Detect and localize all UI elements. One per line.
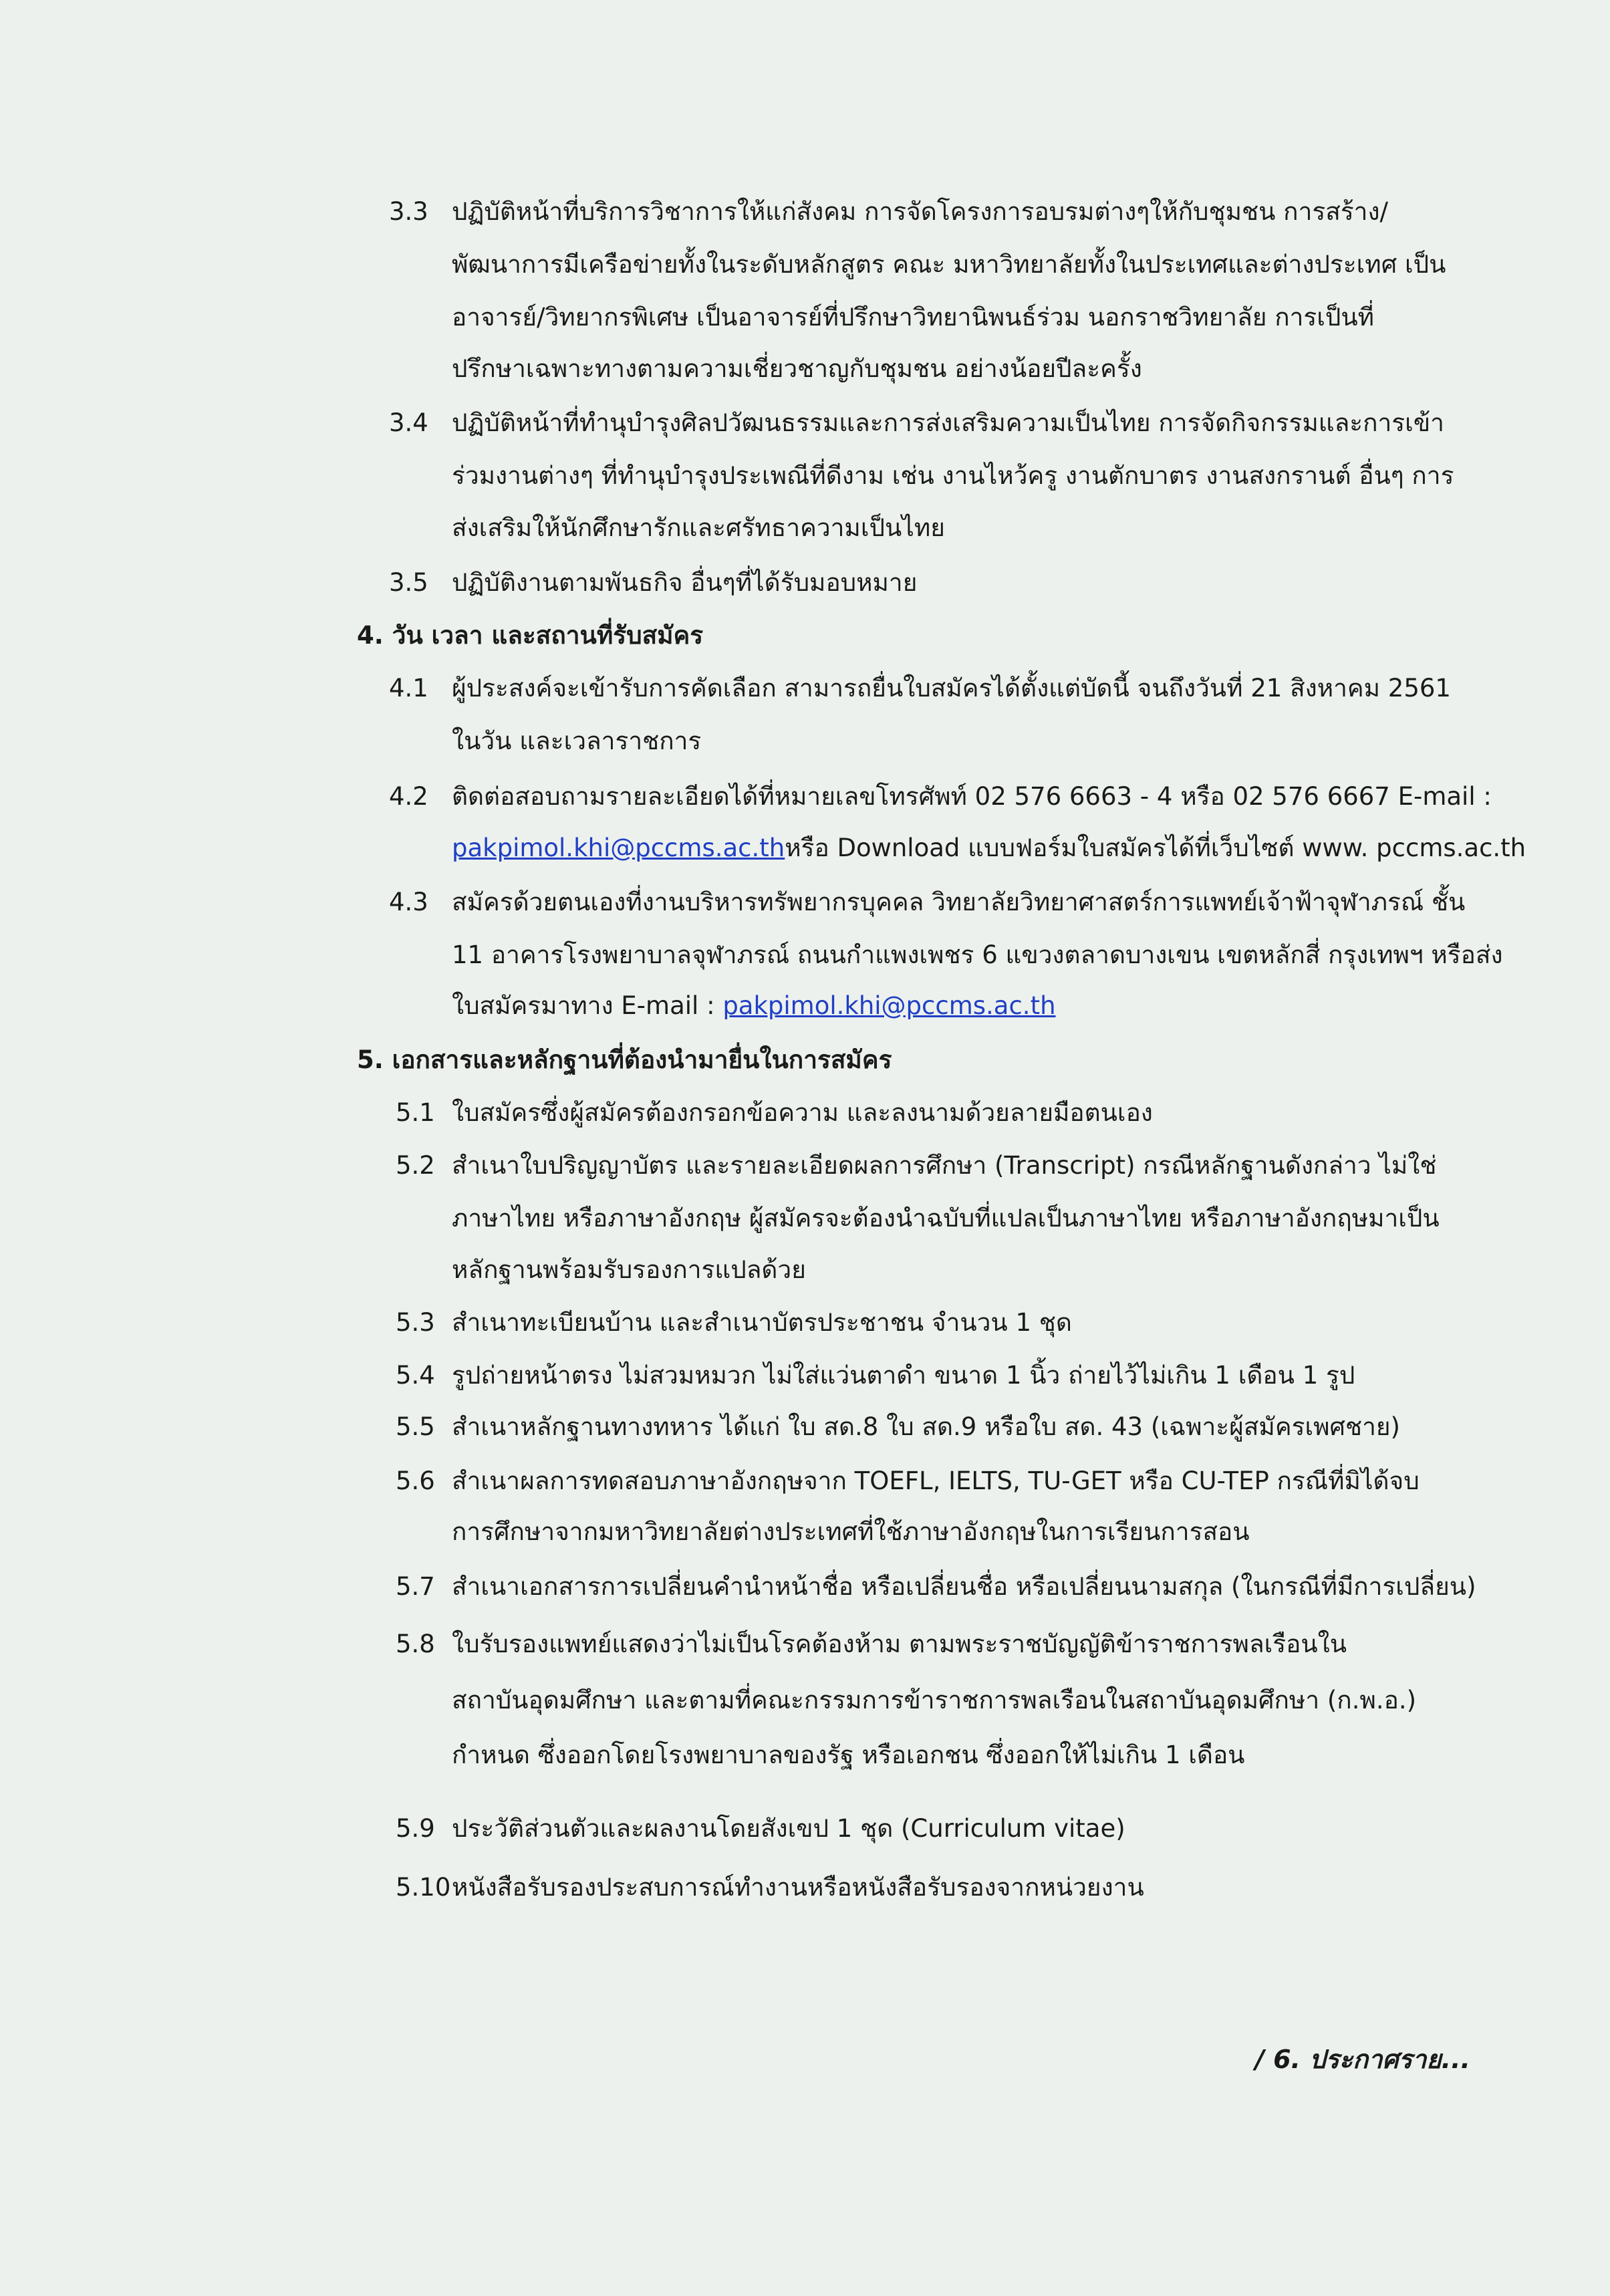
body-line: ใบสมัครซึ่งผู้สมัครต้องกรอกข้อความ และลงนามด้วยลายมือตนเอง bbox=[452, 1098, 1153, 1127]
section-heading: 4. วัน เวลา และสถานที่รับสมัคร bbox=[357, 621, 704, 650]
body-line: ติดต่อสอบถามรายละเอียดได้ที่หมายเลขโทรศัพท์ 02 576 6663 - 4 หรือ 02 576 6667 E-mail : bbox=[452, 782, 1492, 811]
body-text: ใบสมัครมาทาง E-mail : bbox=[452, 991, 723, 1020]
body-line: ปฏิบัติงานตามพันธกิจ อื่นๆที่ได้รับมอบหมาย bbox=[452, 568, 918, 597]
body-line: ส่งเสริมให้นักศึกษารักและศรัทธาความเป็นไทย bbox=[452, 513, 945, 542]
body-line: อาจารย์/วิทยากรพิเศษ เป็นอาจารย์ที่ปรึกษาวิทยานิพนธ์ร่วม นอกราชวิทยาลัย การเป็นที่ bbox=[452, 303, 1375, 332]
body-line: สำเนาใบปริญญาบัตร และรายละเอียดผลการศึกษา (Transcript) กรณีหลักฐานดังกล่าว ไม่ใช่ bbox=[452, 1151, 1437, 1180]
body-line: กำหนด ซึ่งออกโดยโรงพยาบาลของรัฐ หรือเอกชน ซึ่งออกให้ไม่เกิน 1 เดือน bbox=[452, 1741, 1245, 1769]
body-line: ร่วมงานต่างๆ ที่ทำนุบำรุงประเพณีที่ดีงาม เช่น งานไหว้ครู งานตักบาตร งานสงกรานต์ อื่นๆ การ bbox=[452, 461, 1454, 490]
body-line: ปรึกษาเฉพาะทางตามความเชี่ยวชาญกับชุมชน อย่างน้อยปีละครั้ง bbox=[452, 354, 1142, 383]
item-number: 3.3 bbox=[389, 197, 428, 226]
item-number: 5.6 bbox=[396, 1466, 435, 1495]
body-line: สถาบันอุดมศึกษา และตามที่คณะกรรมการข้าราชการพลเรือนในสถาบันอุดมศึกษา (ก.พ.อ.) bbox=[452, 1686, 1417, 1714]
section-heading: 5. เอกสารและหลักฐานที่ต้องนำมายื่นในการสมัคร bbox=[357, 1045, 892, 1074]
body-line: การศึกษาจากมหาวิทยาลัยต่างประเทศที่ใช้ภาษาอังกฤษในการเรียนการสอน bbox=[452, 1517, 1250, 1546]
body-line: 11 อาคารโรงพยาบาลจุฬาภรณ์ ถนนกำแพงเพชร 6 แขวงตลาดบางเขน เขตหลักสี่ กรุงเทพฯ หรือส่ง bbox=[452, 940, 1503, 969]
item-number: 4.3 bbox=[389, 888, 428, 916]
body-line: ประวัติส่วนตัวและผลงานโดยสังเขป 1 ชุด (Curriculum vitae) bbox=[452, 1814, 1125, 1843]
body-line: ใบรับรองแพทย์แสดงว่าไม่เป็นโรคต้องห้าม ตามพระราชบัญญัติข้าราชการพลเรือนใน bbox=[452, 1630, 1347, 1658]
body-line: ปฏิบัติหน้าที่ทำนุบำรุงศิลปวัฒนธรรมและการส่งเสริมความเป็นไทย การจัดกิจกรรมและการเข้า bbox=[452, 408, 1444, 437]
body-line bbox=[452, 832, 1526, 864]
body-line: รูปถ่ายหน้าตรง ไม่สวมหมวก ไม่ใส่แว่นตาดำ ขนาด 1 นิ้ว ถ่ายไว้ไม่เกิน 1 เดือน 1 รูป bbox=[452, 1361, 1355, 1390]
body-line: สำเนาหลักฐานทางทหาร ได้แก่ ใบ สด.8 ใบ สด.9 หรือใบ สด. 43 (เฉพาะผู้สมัครเพศชาย) bbox=[452, 1412, 1400, 1441]
body-line: สำเนาเอกสารการเปลี่ยนคำนำหน้าชื่อ หรือเปลี่ยนชื่อ หรือเปลี่ยนนามสกุล (ในกรณีที่มีการเปลี่ยน) bbox=[452, 1572, 1476, 1601]
item-number: 5.3 bbox=[396, 1308, 435, 1337]
item-number: 5.8 bbox=[396, 1630, 435, 1658]
email-link[interactable]: pakpimol.khi@pccms.ac.th bbox=[452, 834, 785, 862]
body-line: หนังสือรับรองประสบการณ์ทำงานหรือหนังสือรับรองจากหน่วยงาน bbox=[452, 1873, 1144, 1902]
item-number: 5.2 bbox=[396, 1151, 435, 1180]
body-line: หลักฐานพร้อมรับรองการแปลด้วย bbox=[452, 1255, 806, 1284]
item-number: 3.5 bbox=[389, 568, 428, 597]
item-number: 5.1 bbox=[396, 1098, 435, 1127]
body-line: ปฏิบัติหน้าที่บริการวิชาการให้แก่สังคม การจัดโครงการอบรมต่างๆให้กับชุมชน การสร้าง/ bbox=[452, 197, 1388, 226]
item-number: 4.1 bbox=[389, 674, 428, 703]
item-number: 5.4 bbox=[396, 1361, 435, 1390]
next-page-reference: / 6. ประกาศราย... bbox=[1255, 2045, 1470, 2074]
body-line bbox=[452, 990, 1056, 1022]
body-line: ผู้ประสงค์จะเข้ารับการคัดเลือก สามารถยื่นใบสมัครได้ตั้งแต่บัดนี้ จนถึงวันที่ 21 สิงหาคม 2561 bbox=[452, 674, 1451, 703]
body-text: หรือ Download แบบฟอร์มใบสมัครได้ที่เว็บไซต์ www. pccms.ac.th bbox=[785, 834, 1526, 862]
item-number: 5.10 bbox=[396, 1873, 451, 1902]
item-number: 3.4 bbox=[389, 408, 428, 437]
body-line: สำเนาผลการทดสอบภาษาอังกฤษจาก TOEFL, IELTS, TU-GET หรือ CU-TEP กรณีที่มิได้จบ bbox=[452, 1466, 1420, 1495]
body-line: สมัครด้วยตนเองที่งานบริหารทรัพยากรบุคคล วิทยาลัยวิทยาศาสตร์การแพทย์เจ้าฟ้าจุฬาภรณ์ ชั้น bbox=[452, 888, 1466, 916]
item-number: 5.9 bbox=[396, 1814, 435, 1843]
body-line: ในวัน และเวลาราชการ bbox=[452, 727, 702, 755]
body-line: สำเนาทะเบียนบ้าน และสำเนาบัตรประชาชน จำนวน 1 ชุด bbox=[452, 1308, 1072, 1337]
email-link[interactable]: pakpimol.khi@pccms.ac.th bbox=[722, 991, 1056, 1020]
body-line: ภาษาไทย หรือภาษาอังกฤษ ผู้สมัครจะต้องนำฉบับที่แปลเป็นภาษาไทย หรือภาษาอังกฤษมาเป็น bbox=[452, 1204, 1440, 1233]
item-number: 5.5 bbox=[396, 1412, 435, 1441]
item-number: 5.7 bbox=[396, 1572, 435, 1601]
body-line: พัฒนาการมีเครือข่ายทั้งในระดับหลักสูตร คณะ มหาวิทยาลัยทั้งในประเทศและต่างประเทศ เป็น bbox=[452, 250, 1446, 279]
item-number: 4.2 bbox=[389, 782, 428, 811]
